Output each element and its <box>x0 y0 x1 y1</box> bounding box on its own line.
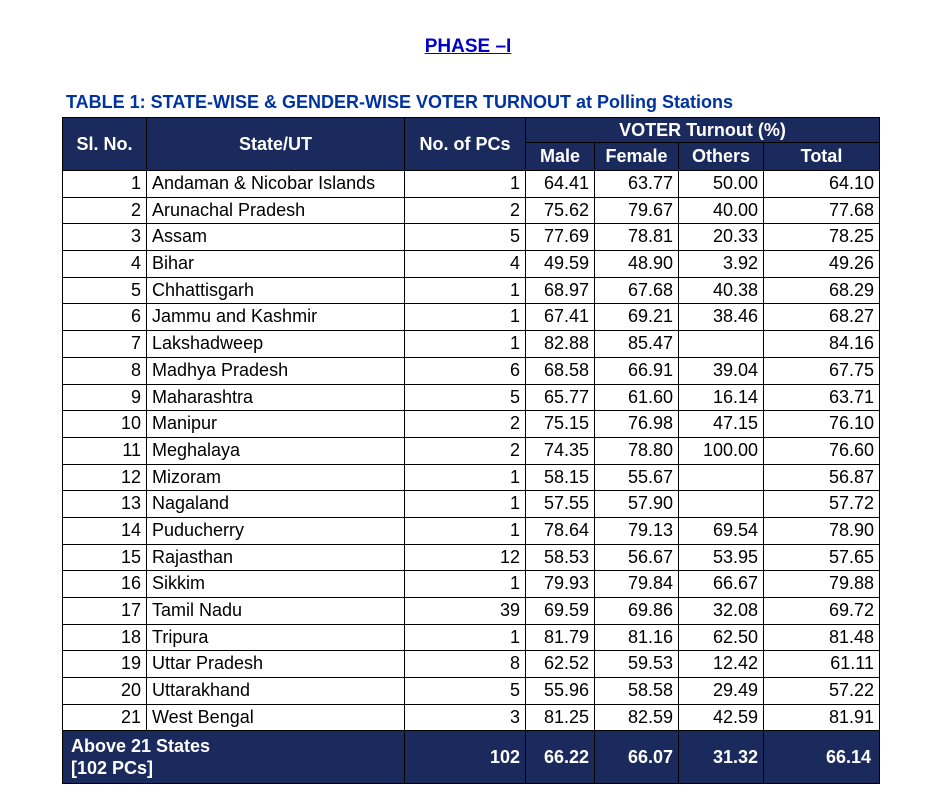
table-row <box>63 171 880 198</box>
cell-state: Uttarakhand <box>147 678 405 705</box>
summary-others: 31.32 <box>679 731 764 784</box>
cell-others: 38.46 <box>679 304 764 331</box>
cell-sl-no: 17 <box>63 598 147 625</box>
cell-sl-no: 10 <box>63 411 147 438</box>
summary-total: 66.14 <box>764 731 880 784</box>
summary-label-line1: Above 21 States <box>71 736 211 757</box>
cell-sl-no: 16 <box>63 571 147 598</box>
cell-sl-no: 20 <box>63 678 147 705</box>
cell-state: Puducherry <box>147 517 405 544</box>
cell-male: 81.25 <box>526 704 595 731</box>
cell-sl-no: 21 <box>63 704 147 731</box>
cell-others: 47.15 <box>679 411 764 438</box>
header-others: Others <box>679 143 764 171</box>
cell-pcs: 39 <box>405 598 526 625</box>
cell-pcs: 1 <box>405 624 526 651</box>
summary-male: 66.22 <box>526 731 595 784</box>
cell-pcs: 2 <box>405 411 526 438</box>
cell-sl-no: 9 <box>63 384 147 411</box>
cell-pcs: 5 <box>405 384 526 411</box>
cell-state: Tripura <box>147 624 405 651</box>
table-row <box>63 624 880 651</box>
cell-state: Nagaland <box>147 491 405 518</box>
cell-others: 12.42 <box>679 651 764 678</box>
cell-total: 76.10 <box>764 411 880 438</box>
cell-sl-no: 11 <box>63 437 147 464</box>
cell-total: 69.72 <box>764 598 880 625</box>
cell-total: 63.71 <box>764 384 880 411</box>
cell-female: 69.21 <box>595 304 679 331</box>
table-row <box>63 517 880 544</box>
table-row <box>63 464 880 491</box>
header-voter-turnout: VOTER Turnout (%) <box>526 118 880 143</box>
cell-male: 82.88 <box>526 331 595 358</box>
cell-total: 68.27 <box>764 304 880 331</box>
cell-others <box>679 464 764 491</box>
cell-male: 74.35 <box>526 437 595 464</box>
cell-state: Meghalaya <box>147 437 405 464</box>
cell-male: 68.97 <box>526 277 595 304</box>
cell-state: West Bengal <box>147 704 405 731</box>
cell-male: 64.41 <box>526 171 595 198</box>
cell-pcs: 5 <box>405 224 526 251</box>
cell-sl-no: 15 <box>63 544 147 571</box>
cell-male: 55.96 <box>526 678 595 705</box>
cell-pcs: 3 <box>405 704 526 731</box>
cell-total: 81.48 <box>764 624 880 651</box>
table-row <box>63 224 880 251</box>
cell-others: 32.08 <box>679 598 764 625</box>
cell-pcs: 1 <box>405 277 526 304</box>
header-female: Female <box>595 143 679 171</box>
cell-others: 3.92 <box>679 251 764 278</box>
cell-female: 61.60 <box>595 384 679 411</box>
cell-female: 79.13 <box>595 517 679 544</box>
cell-others: 62.50 <box>679 624 764 651</box>
cell-pcs: 12 <box>405 544 526 571</box>
cell-female: 82.59 <box>595 704 679 731</box>
cell-total: 61.11 <box>764 651 880 678</box>
cell-sl-no: 18 <box>63 624 147 651</box>
phase-heading: PHASE –I <box>424 36 512 57</box>
cell-total: 81.91 <box>764 704 880 731</box>
cell-total: 67.75 <box>764 357 880 384</box>
cell-female: 85.47 <box>595 331 679 358</box>
table-body <box>63 171 880 731</box>
cell-others: 40.38 <box>679 277 764 304</box>
cell-male: 77.69 <box>526 224 595 251</box>
cell-pcs: 2 <box>405 197 526 224</box>
cell-male: 81.79 <box>526 624 595 651</box>
table-row <box>63 384 880 411</box>
cell-pcs: 1 <box>405 517 526 544</box>
cell-total: 57.72 <box>764 491 880 518</box>
table-row <box>63 197 880 224</box>
cell-male: 62.52 <box>526 651 595 678</box>
table-row <box>63 411 880 438</box>
cell-pcs: 1 <box>405 304 526 331</box>
cell-pcs: 1 <box>405 491 526 518</box>
cell-state: Jammu and Kashmir <box>147 304 405 331</box>
cell-state: Tamil Nadu <box>147 598 405 625</box>
table-row <box>63 704 880 731</box>
table-row <box>63 678 880 705</box>
cell-state: Rajasthan <box>147 544 405 571</box>
cell-male: 75.62 <box>526 197 595 224</box>
cell-female: 79.84 <box>595 571 679 598</box>
cell-state: Maharashtra <box>147 384 405 411</box>
cell-state: Sikkim <box>147 571 405 598</box>
cell-pcs: 8 <box>405 651 526 678</box>
cell-others: 50.00 <box>679 171 764 198</box>
cell-sl-no: 13 <box>63 491 147 518</box>
table-row <box>63 544 880 571</box>
cell-others: 16.14 <box>679 384 764 411</box>
summary-female: 66.07 <box>595 731 679 784</box>
cell-female: 57.90 <box>595 491 679 518</box>
cell-female: 67.68 <box>595 277 679 304</box>
table-row <box>63 598 880 625</box>
summary-label-line2: [102 PCs] <box>71 758 154 779</box>
cell-total: 56.87 <box>764 464 880 491</box>
cell-sl-no: 19 <box>63 651 147 678</box>
table-row <box>63 331 880 358</box>
header-sl-no: Sl. No. <box>63 118 147 171</box>
cell-total: 57.22 <box>764 678 880 705</box>
cell-pcs: 5 <box>405 678 526 705</box>
table-row <box>63 277 880 304</box>
cell-female: 63.77 <box>595 171 679 198</box>
cell-state: Bihar <box>147 251 405 278</box>
cell-state: Arunachal Pradesh <box>147 197 405 224</box>
cell-sl-no: 8 <box>63 357 147 384</box>
cell-total: 68.29 <box>764 277 880 304</box>
voter-turnout-table <box>62 117 880 784</box>
cell-sl-no: 3 <box>63 224 147 251</box>
cell-total: 77.68 <box>764 197 880 224</box>
table-row <box>63 437 880 464</box>
cell-male: 68.58 <box>526 357 595 384</box>
cell-others: 40.00 <box>679 197 764 224</box>
cell-pcs: 1 <box>405 464 526 491</box>
cell-pcs: 1 <box>405 331 526 358</box>
cell-others: 42.59 <box>679 704 764 731</box>
summary-row <box>63 731 880 784</box>
table-row <box>63 651 880 678</box>
cell-total: 78.25 <box>764 224 880 251</box>
cell-sl-no: 6 <box>63 304 147 331</box>
cell-state: Uttar Pradesh <box>147 651 405 678</box>
cell-male: 65.77 <box>526 384 595 411</box>
cell-male: 67.41 <box>526 304 595 331</box>
cell-pcs: 1 <box>405 571 526 598</box>
table-row <box>63 304 880 331</box>
header-state: State/UT <box>147 118 405 171</box>
cell-male: 78.64 <box>526 517 595 544</box>
cell-male: 57.55 <box>526 491 595 518</box>
cell-state: Andaman & Nicobar Islands <box>147 171 405 198</box>
cell-sl-no: 12 <box>63 464 147 491</box>
cell-female: 55.67 <box>595 464 679 491</box>
cell-state: Madhya Pradesh <box>147 357 405 384</box>
cell-male: 49.59 <box>526 251 595 278</box>
header-male: Male <box>526 143 595 171</box>
cell-state: Mizoram <box>147 464 405 491</box>
cell-others: 100.00 <box>679 437 764 464</box>
cell-others: 66.67 <box>679 571 764 598</box>
cell-sl-no: 14 <box>63 517 147 544</box>
table-row <box>63 571 880 598</box>
cell-others: 29.49 <box>679 678 764 705</box>
cell-female: 58.58 <box>595 678 679 705</box>
cell-total: 84.16 <box>764 331 880 358</box>
cell-pcs: 6 <box>405 357 526 384</box>
cell-state: Manipur <box>147 411 405 438</box>
cell-male: 58.15 <box>526 464 595 491</box>
cell-pcs: 1 <box>405 171 526 198</box>
table-row <box>63 251 880 278</box>
cell-female: 59.53 <box>595 651 679 678</box>
cell-others <box>679 491 764 518</box>
table-title: TABLE 1: STATE-WISE & GENDER-WISE VOTER TURNOUT at Polling Stations <box>66 92 734 112</box>
cell-pcs: 2 <box>405 437 526 464</box>
cell-male: 79.93 <box>526 571 595 598</box>
cell-sl-no: 2 <box>63 197 147 224</box>
header-total: Total <box>764 143 880 171</box>
cell-others: 20.33 <box>679 224 764 251</box>
table-row <box>63 491 880 518</box>
cell-female: 76.98 <box>595 411 679 438</box>
cell-total: 49.26 <box>764 251 880 278</box>
cell-others: 53.95 <box>679 544 764 571</box>
cell-male: 58.53 <box>526 544 595 571</box>
cell-female: 81.16 <box>595 624 679 651</box>
table-row <box>63 357 880 384</box>
cell-total: 79.88 <box>764 571 880 598</box>
cell-female: 66.91 <box>595 357 679 384</box>
header-pcs: No. of PCs <box>405 118 526 171</box>
cell-state: Assam <box>147 224 405 251</box>
cell-male: 75.15 <box>526 411 595 438</box>
cell-female: 56.67 <box>595 544 679 571</box>
cell-state: Lakshadweep <box>147 331 405 358</box>
cell-total: 78.90 <box>764 517 880 544</box>
cell-others <box>679 331 764 358</box>
cell-state: Chhattisgarh <box>147 277 405 304</box>
cell-sl-no: 4 <box>63 251 147 278</box>
cell-others: 69.54 <box>679 517 764 544</box>
cell-total: 64.10 <box>764 171 880 198</box>
cell-pcs: 4 <box>405 251 526 278</box>
cell-female: 48.90 <box>595 251 679 278</box>
cell-sl-no: 7 <box>63 331 147 358</box>
summary-label <box>63 731 405 784</box>
cell-female: 78.80 <box>595 437 679 464</box>
summary-pcs: 102 <box>405 731 526 784</box>
cell-female: 69.86 <box>595 598 679 625</box>
cell-sl-no: 1 <box>63 171 147 198</box>
cell-total: 57.65 <box>764 544 880 571</box>
cell-female: 79.67 <box>595 197 679 224</box>
cell-total: 76.60 <box>764 437 880 464</box>
cell-others: 39.04 <box>679 357 764 384</box>
cell-male: 69.59 <box>526 598 595 625</box>
cell-female: 78.81 <box>595 224 679 251</box>
cell-sl-no: 5 <box>63 277 147 304</box>
